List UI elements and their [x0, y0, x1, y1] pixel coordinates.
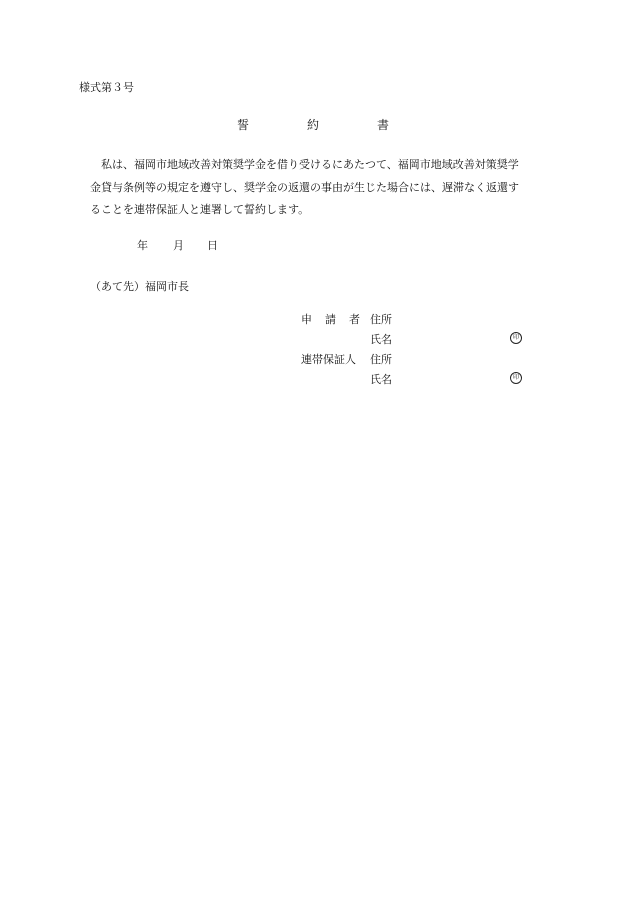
applicant-address-label: 住所 [370, 313, 392, 326]
body-line: 私は、福岡市地域改善対策奨学金を借り受けるにあたつて、福岡市地域改善対策奨学 [101, 158, 519, 171]
date-month-label: 月 [173, 239, 184, 252]
applicant-name-label: 氏名 [370, 333, 392, 346]
body-line: ることを連帯保証人と連署して誓約します。 [90, 203, 310, 216]
pledge-body [90, 154, 570, 222]
applicant-label [301, 311, 360, 327]
applicant-label-char: 者 [349, 313, 360, 326]
title-char: 誓 [237, 118, 250, 132]
applicant-label-char: 申 [301, 313, 312, 326]
guarantor-address-label: 住所 [370, 353, 392, 366]
guarantor-name-label: 氏名 [370, 373, 392, 386]
body-line: 金貸与条例等の規定を遵守し、奨学金の返還の事由が生じた場合には、遅滞なく返還す [90, 180, 519, 194]
addressee: （あて先）福岡市長 [90, 280, 189, 293]
guarantor-label: 連帯保証人 [301, 353, 356, 366]
guarantor-seal-icon: 印 [510, 372, 522, 384]
applicant-label-char: 請 [325, 313, 336, 326]
title-char: 書 [377, 118, 390, 132]
title-char: 約 [307, 118, 320, 132]
applicant-seal-icon: 印 [510, 332, 522, 344]
form-number: 様式第３号 [79, 81, 134, 94]
date-year-label: 年 [137, 239, 148, 252]
date-day-label: 日 [207, 239, 218, 252]
